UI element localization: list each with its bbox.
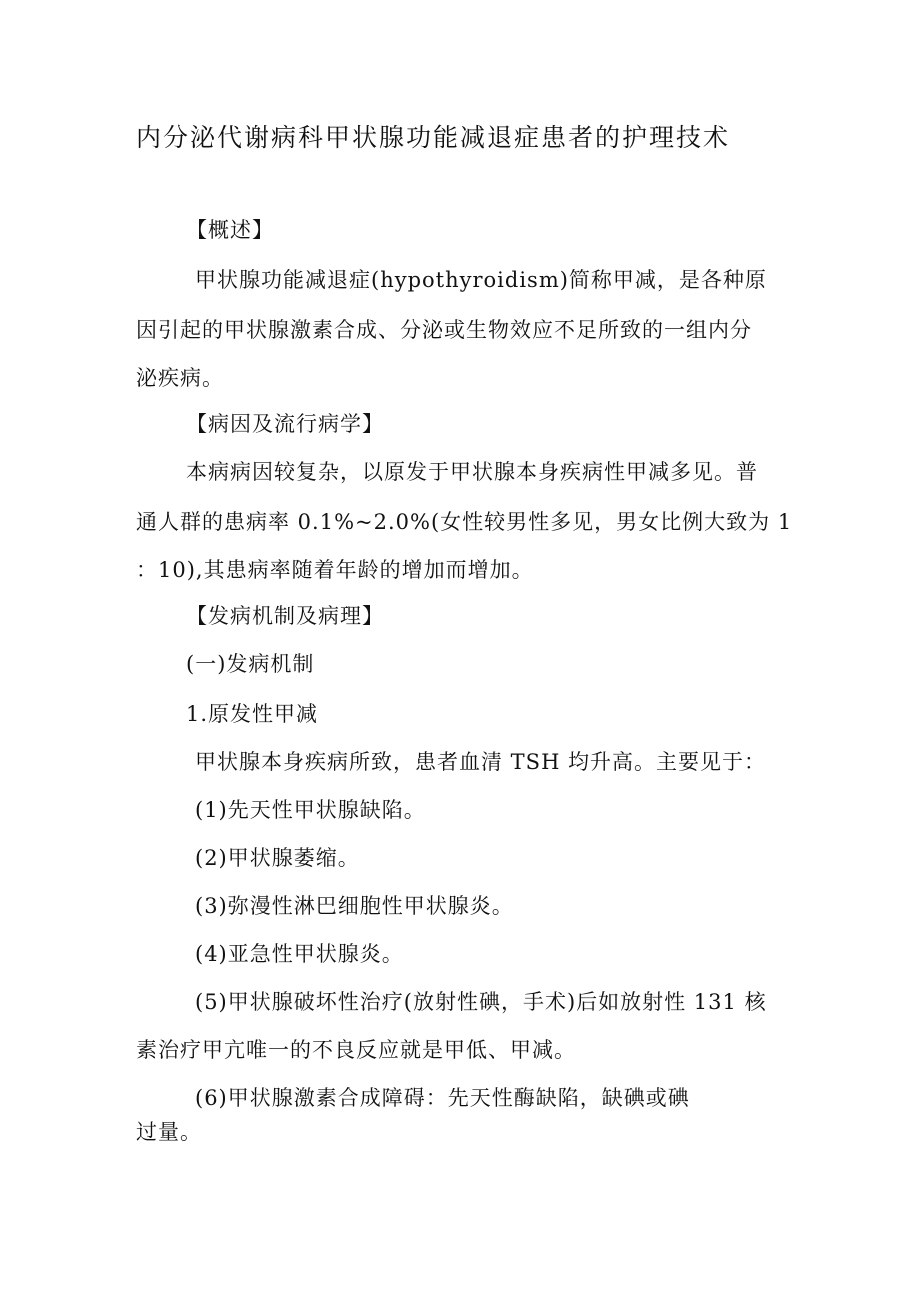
list-item-4: (4)亚急性甲状腺炎。 bbox=[195, 942, 404, 966]
etiology-line-2: 通人群的患病率 0.1%~2.0%(女性较男性多见，男女比例大致为 1 bbox=[136, 510, 793, 534]
overview-heading: 【概述】 bbox=[186, 218, 274, 242]
list-item-5-line-1: (5)甲状腺破坏性治疗(放射性碘，手术)后如放射性 131 核 bbox=[195, 990, 767, 1014]
etiology-line-3: ：10),其患病率随着年龄的增加而增加。 bbox=[136, 558, 534, 582]
etiology-heading: 【病因及流行病学】 bbox=[186, 412, 384, 436]
overview-line-2: 因引起的甲状腺激素合成、分泌或生物效应不足所致的一组内分 bbox=[136, 318, 752, 342]
list-item-6-line-1: (6)甲状腺激素合成障碍：先天性酶缺陷，缺碘或碘 bbox=[195, 1086, 690, 1110]
list-item-5-line-2: 素治疗甲亢唯一的不良反应就是甲低、甲减。 bbox=[136, 1038, 576, 1062]
etiology-line-1: 本病病因较复杂，以原发于甲状腺本身疾病性甲减多见。普 bbox=[186, 460, 758, 484]
overview-line-3: 泌疾病。 bbox=[136, 366, 224, 390]
mechanism-heading: 【发病机制及病理】 bbox=[186, 604, 384, 628]
primary-intro: 甲状腺本身疾病所致，患者血清 TSH 均升高。主要见于： bbox=[195, 750, 767, 774]
list-item-6-line-2: 过量。 bbox=[136, 1120, 202, 1144]
list-item-1: (1)先天性甲状腺缺陷。 bbox=[195, 798, 426, 822]
overview-line-1: 甲状腺功能减退症(hypothyroidism)简称甲减，是各种原 bbox=[195, 268, 767, 292]
list-item-3: (3)弥漫性淋巴细胞性甲状腺炎。 bbox=[195, 894, 514, 918]
list-item-2: (2)甲状腺萎缩。 bbox=[195, 846, 360, 870]
mechanism-subheading: (一)发病机制 bbox=[186, 652, 315, 676]
primary-hypothyroidism-heading: 1.原发性甲减 bbox=[186, 702, 319, 726]
document-title: 内分泌代谢病科甲状腺功能减退症患者的护理技术 bbox=[136, 123, 731, 152]
